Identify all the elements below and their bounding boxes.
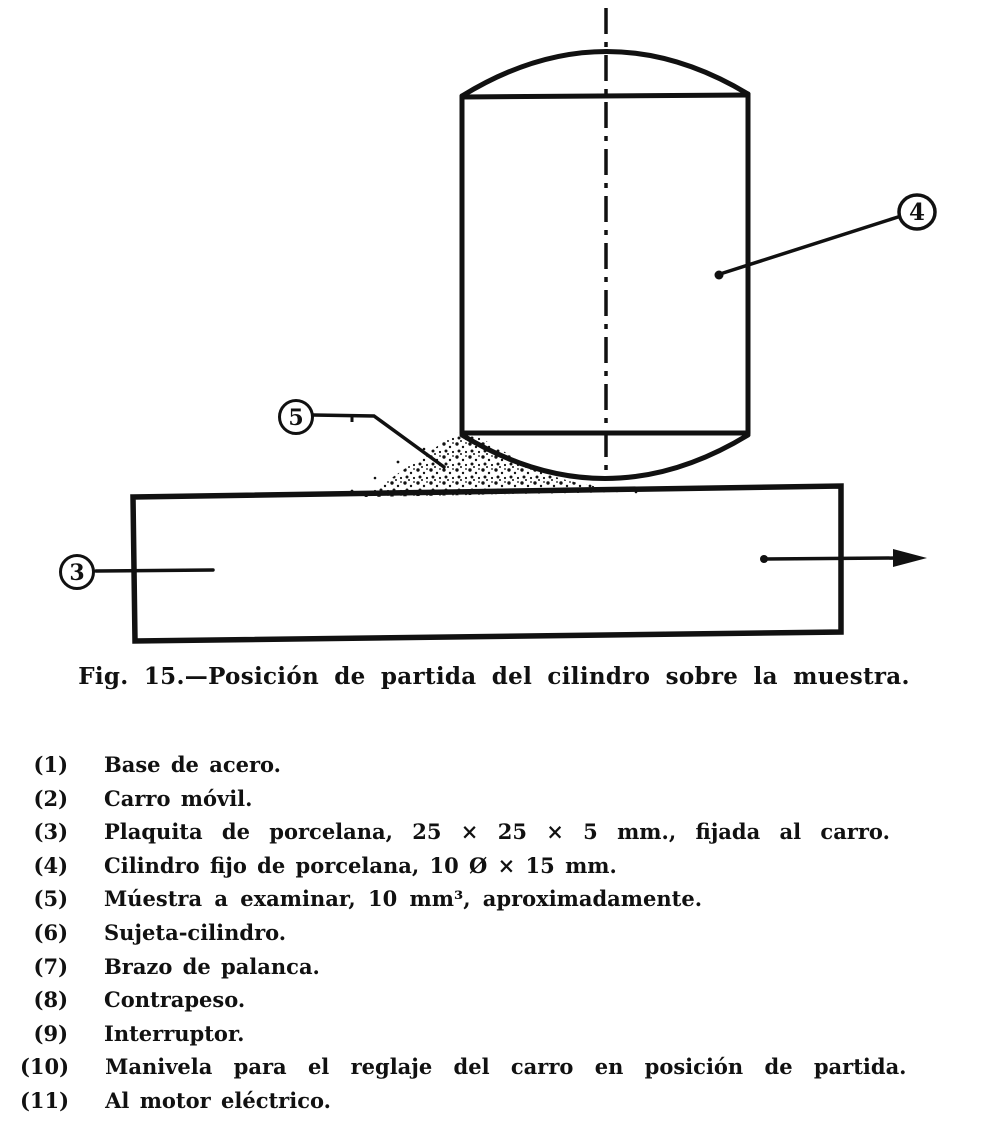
legend-item-9 — [20, 1017, 980, 1051]
sample-pile — [351, 431, 638, 497]
legend-item-text: Al motor eléctrico. — [105, 1087, 331, 1113]
legend-item-text: Sujeta-cilindro. — [104, 919, 287, 945]
legend-item-6 — [20, 916, 980, 950]
legend-item-number: (4) — [33, 852, 68, 878]
legend-item-number: (11) — [20, 1087, 70, 1113]
legend-item-number: (9) — [33, 1020, 68, 1046]
legend-item-text: Cilindro fijo de porcelana, 10 Ø × 15 mm. — [104, 852, 617, 878]
parts-legend — [20, 748, 980, 1118]
legend-item-text: Base de acero. — [104, 752, 281, 777]
legend-item-number: (5) — [33, 886, 68, 912]
legend-item-4 — [20, 849, 980, 883]
legend-item-number: (6) — [33, 919, 68, 945]
legend-item-7 — [20, 950, 980, 984]
callout-4-number: 4 — [908, 199, 926, 226]
legend-item-number: (8) — [33, 987, 68, 1013]
legend-item-text: Manivela para el reglaje del carro en posición de partida. — [105, 1054, 907, 1080]
callout-3-leader-line — [96, 570, 213, 571]
legend-item-number: (3) — [33, 819, 68, 845]
legend-item-3 — [20, 815, 980, 849]
legend-item-number: (10) — [20, 1054, 70, 1080]
legend-item-10 — [20, 1050, 980, 1084]
legend-item-text: Carro móvil. — [104, 785, 253, 811]
legend-item-number: (7) — [33, 953, 68, 979]
legend-item-5 — [20, 882, 980, 916]
legend-item-text: Brazo de palanca. — [104, 953, 320, 979]
legend-item-text: Interruptor. — [104, 1020, 245, 1046]
legend-item-text: Múestra a examinar, 10 mm³, aproximadamente. — [104, 886, 703, 912]
callout-4-leader-dot — [715, 271, 724, 280]
callout-5-number: 5 — [288, 405, 304, 431]
legend-item-1 — [20, 748, 980, 782]
plate-rectangle — [133, 486, 841, 641]
figure-caption: Fig. 15.—Posición de partida del cilindro sobre la muestra. — [78, 663, 910, 690]
legend-item-8 — [20, 983, 980, 1017]
legend-item-11 — [20, 1084, 980, 1118]
legend-item-number: (1) — [33, 752, 68, 777]
legend-item-number: (2) — [33, 785, 68, 811]
callout-sample — [280, 401, 445, 468]
legend-item-2 — [20, 782, 980, 816]
legend-item-text: Plaquita de porcelana, 25 × 25 × 5 mm., fijada al carro. — [104, 819, 890, 845]
callout-3-number: 3 — [69, 560, 85, 586]
legend-item-text: Contrapeso. — [104, 987, 246, 1013]
